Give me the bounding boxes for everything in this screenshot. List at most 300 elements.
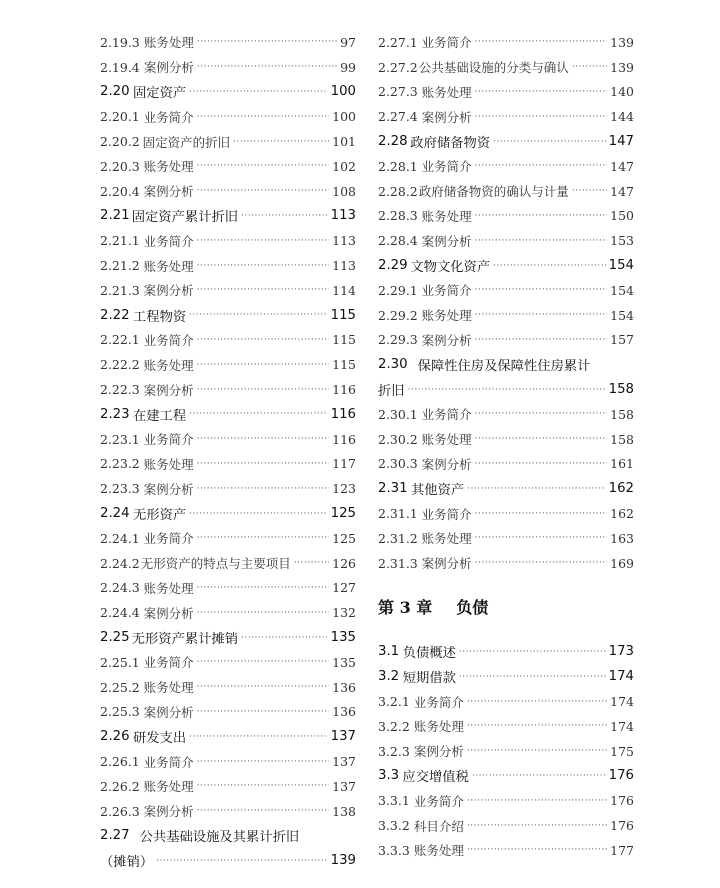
toc-subsection-entry[interactable] (100, 749, 356, 774)
toc-entry-title: 案例分析 (143, 382, 194, 398)
toc-page-number: 175 (610, 743, 634, 759)
toc-dot-leader (467, 484, 605, 494)
toc-dot-leader (467, 845, 607, 855)
toc-entry-title: 业务简介 (421, 159, 472, 175)
toc-section-entry[interactable] (378, 640, 634, 665)
toc-entry-number: 3.3.3 (378, 842, 410, 858)
toc-dot-leader (467, 721, 607, 731)
toc-right-top (378, 30, 634, 576)
toc-dot-leader (197, 707, 329, 717)
toc-dot-leader (493, 261, 605, 271)
toc-dot-leader (233, 137, 329, 147)
toc-entry-title: 账务处理 (143, 258, 194, 274)
toc-subsection-entry[interactable] (378, 30, 634, 55)
toc-subsection-entry[interactable] (100, 154, 356, 179)
toc-entry-title: 公共基础设施的分类与确认 (418, 60, 569, 76)
toc-entry-title: 其他资产 (410, 483, 465, 499)
toc-dot-leader (189, 310, 327, 320)
toc-subsection-entry[interactable] (100, 700, 356, 725)
toc-entry-number: 2.28.2 (378, 183, 418, 199)
toc-page-number: 100 (332, 109, 356, 125)
toc-page-number: 125 (330, 506, 356, 522)
toc-subsection-entry[interactable] (378, 55, 634, 80)
toc-page-number: 137 (332, 778, 356, 794)
toc-entry-title: 业务简介 (143, 233, 194, 249)
chapter-heading (378, 592, 634, 622)
toc-dot-leader (197, 757, 329, 767)
toc-entry-title: 案例分析 (143, 804, 194, 820)
toc-entry-number: 2.25.3 (100, 704, 140, 720)
toc-page-number: 154 (610, 282, 634, 298)
toc-dot-leader (475, 285, 607, 295)
toc-dot-leader (197, 62, 337, 72)
toc-page-number: 137 (332, 754, 356, 769)
toc-dot-leader (197, 261, 329, 271)
toc-entry-title: 账务处理 (421, 208, 472, 224)
toc-dot-leader (197, 434, 329, 444)
toc-entry-number: 2.22.3 (100, 382, 140, 398)
toc-entry-title: 保障性住房及保障性住房累计 (417, 359, 591, 375)
toc-dot-leader (197, 236, 329, 246)
toc-subsection-entry[interactable] (378, 278, 634, 303)
toc-dot-leader (189, 732, 327, 742)
toc-entry-title: 案例分析 (143, 481, 194, 497)
toc-subsection-entry[interactable] (378, 154, 634, 179)
toc-subsection-entry[interactable] (100, 650, 356, 675)
toc-subsection-entry[interactable] (378, 204, 634, 229)
toc-subsection-entry[interactable] (100, 576, 356, 601)
toc-entry-number: 2.23 (100, 406, 130, 422)
toc-dot-leader (197, 335, 329, 345)
toc-subsection-entry[interactable] (378, 551, 634, 576)
toc-page-number: 127 (332, 580, 356, 596)
toc-subsection-entry[interactable] (100, 476, 356, 501)
toc-entry-number: 2.20.1 (100, 109, 140, 125)
toc-dot-leader (475, 161, 607, 171)
toc-entry-title: 账务处理 (143, 680, 194, 696)
toc-section-entry[interactable] (100, 204, 356, 229)
toc-page-number: 113 (330, 208, 356, 224)
toc-page-number: 114 (332, 282, 356, 298)
toc-dot-leader (459, 647, 606, 657)
toc-entry-number: 2.29.1 (378, 282, 418, 298)
toc-page-number: 144 (610, 109, 634, 125)
toc-entry-number: 2.21.1 (100, 233, 140, 249)
toc-page-number: 173 (608, 644, 634, 660)
toc-page-number: 117 (332, 456, 356, 472)
toc-page-number: 153 (610, 233, 634, 249)
toc-subsection-entry[interactable] (378, 714, 634, 739)
toc-entry-number: 2.27.1 (378, 34, 418, 50)
toc-dot-leader (572, 62, 607, 72)
toc-subsection-entry[interactable] (100, 551, 356, 576)
toc-page-number: 113 (332, 258, 356, 274)
toc-dot-leader (475, 434, 607, 444)
toc-dot-leader (459, 672, 606, 682)
toc-dot-leader (189, 409, 327, 419)
toc-page-number: 158 (610, 431, 634, 447)
toc-entry-title: 政府储备物资的确认与计量 (418, 184, 569, 200)
toc-page-number: 123 (332, 481, 356, 497)
toc-section-entry[interactable] (378, 764, 634, 789)
toc-page-number: 139 (610, 59, 634, 75)
toc-subsection-entry[interactable] (100, 328, 356, 353)
toc-right-column (378, 30, 634, 863)
toc-dot-leader (475, 335, 607, 345)
toc-subsection-entry[interactable] (100, 600, 356, 625)
toc-entry-number: 2.28 (378, 134, 408, 150)
toc-entry-title: 固定资产累计折旧 (131, 210, 239, 226)
toc-page-number: 161 (610, 456, 634, 472)
toc-entry-number: 2.21.2 (100, 258, 140, 274)
toc-entry-number: 2.28.4 (378, 233, 418, 249)
toc-subsection-entry[interactable] (100, 55, 356, 80)
toc-page-number: 139 (610, 34, 634, 50)
toc-page-number: 137 (330, 729, 356, 745)
toc-entry-number: 2.29.3 (378, 332, 418, 348)
toc-entry-continuation[interactable] (378, 377, 634, 402)
toc-page-number: 113 (332, 233, 356, 249)
toc-page-number: 158 (610, 406, 634, 422)
toc-subsection-entry[interactable] (100, 129, 356, 154)
toc-dot-leader (475, 211, 607, 221)
toc-entry-title: （摊销） (100, 855, 154, 871)
toc-entry-number: 2.26.2 (100, 778, 140, 794)
toc-page-number: 138 (332, 803, 356, 819)
toc-entry-title: 无形资产 (132, 508, 187, 524)
toc-entry-number: 2.28.1 (378, 158, 418, 174)
toc-entry-number: 2.25.2 (100, 679, 140, 695)
toc-entry-number: 2.30.3 (378, 456, 418, 472)
toc-subsection-entry[interactable] (378, 501, 634, 526)
toc-entry-number: 2.28.3 (378, 208, 418, 224)
toc-section-entry[interactable] (378, 476, 634, 501)
toc-subsection-entry[interactable] (100, 253, 356, 278)
toc-entry-number: 2.25.1 (100, 654, 140, 670)
toc-entry-number: 3.3.1 (378, 793, 410, 809)
toc-subsection-entry[interactable] (100, 104, 356, 129)
toc-entry-number: 2.21 (100, 208, 130, 224)
toc-page-number: 136 (332, 679, 356, 695)
toc-entry-number: 2.19.3 (100, 34, 140, 50)
toc-entry-number: 2.27.4 (378, 109, 418, 125)
toc-page-number: 108 (332, 183, 356, 199)
toc-entry-title: 固定资产 (132, 86, 187, 102)
toc-subsection-entry[interactable] (378, 328, 634, 353)
toc-subsection-entry[interactable] (100, 352, 356, 377)
toc-subsection-entry[interactable] (378, 80, 634, 105)
toc-entry-title: 固定资产的折旧 (142, 134, 231, 150)
toc-entry-title: 账务处理 (143, 35, 194, 51)
toc-dot-leader (241, 633, 328, 643)
toc-entry-title: 案例分析 (421, 233, 472, 249)
toc-entry-title: 折旧 (378, 384, 405, 400)
toc-dot-leader (408, 385, 606, 395)
toc-entry-title: 业务简介 (421, 506, 472, 522)
toc-dot-leader (197, 608, 329, 618)
toc-dot-leader (197, 186, 329, 196)
toc-entry-number: 2.31.2 (378, 530, 418, 546)
toc-entry-title: 业务简介 (413, 694, 464, 710)
toc-section-entry[interactable] (100, 80, 356, 105)
toc-subsection-entry[interactable] (378, 788, 634, 813)
toc-dot-leader (467, 796, 607, 806)
toc-entry-title: 研发支出 (132, 731, 187, 747)
toc-entry-title: 工程物资 (132, 309, 187, 325)
toc-entry-title: 账务处理 (143, 456, 194, 472)
toc-subsection-entry[interactable] (378, 402, 634, 427)
toc-entry-number: 2.30.1 (378, 406, 418, 422)
toc-subsection-entry[interactable] (378, 739, 634, 764)
toc-dot-leader (156, 856, 327, 866)
toc-entry-title: 负债概述 (402, 646, 456, 662)
toc-entry-title: 案例分析 (143, 184, 194, 200)
toc-dot-leader (475, 236, 607, 246)
toc-dot-leader (197, 484, 329, 494)
toc-right-bottom (378, 640, 634, 863)
toc-entry-number: 2.27.3 (378, 84, 418, 100)
toc-section-entry[interactable] (378, 352, 634, 377)
toc-subsection-entry[interactable] (100, 427, 356, 452)
toc-dot-leader (197, 533, 329, 543)
toc-entry-number: 2.26.3 (100, 803, 140, 819)
toc-entry-title: 账务处理 (421, 308, 472, 324)
toc-page-number: 97 (340, 34, 356, 50)
toc-section-entry[interactable] (378, 253, 634, 278)
toc-page-number: 116 (332, 431, 356, 447)
toc-entry-number: 2.23.2 (100, 456, 140, 472)
toc-dot-leader (197, 682, 329, 692)
toc-dot-leader (197, 806, 329, 816)
toc-entry-title: 业务简介 (143, 531, 194, 547)
toc-subsection-entry[interactable] (100, 228, 356, 253)
toc-subsection-entry[interactable] (378, 689, 634, 714)
toc-entry-title: 业务简介 (413, 793, 464, 809)
toc-page-number: 162 (610, 506, 634, 522)
toc-dot-leader (197, 781, 329, 791)
toc-dot-leader (241, 211, 328, 221)
toc-page-number: 126 (332, 555, 356, 571)
toc-entry-number: 2.31.1 (378, 506, 418, 522)
toc-page-number: 100 (330, 84, 356, 100)
toc-entry-title: 案例分析 (143, 605, 194, 621)
toc-subsection-entry[interactable] (378, 838, 634, 863)
toc-entry-continuation[interactable] (100, 848, 356, 873)
toc-page-number: 176 (610, 793, 634, 809)
toc-dot-leader (197, 583, 329, 593)
toc-entry-number: 2.20.3 (100, 158, 140, 174)
toc-entry-title: 账务处理 (143, 357, 194, 373)
toc-section-entry[interactable] (100, 824, 356, 849)
toc-left-column (100, 30, 356, 873)
toc-entry-title: 业务简介 (143, 432, 194, 448)
toc-entry-number: 2.25 (100, 630, 130, 646)
toc-entry-title: 账务处理 (143, 159, 194, 175)
toc-page-number: 157 (610, 332, 634, 348)
toc-entry-title: 业务简介 (421, 35, 472, 51)
toc-page-number: 147 (608, 134, 634, 150)
toc-entry-title: 案例分析 (421, 556, 472, 572)
toc-page-number: 115 (332, 357, 356, 373)
toc-entry-title: 账务处理 (421, 432, 472, 448)
toc-section-entry[interactable] (100, 501, 356, 526)
toc-page-number: 174 (608, 669, 634, 685)
toc-section-entry[interactable] (100, 625, 356, 650)
toc-entry-number: 2.27.2 (378, 59, 418, 75)
toc-dot-leader (475, 112, 607, 122)
toc-entry-title: 账务处理 (143, 779, 194, 795)
toc-subsection-entry[interactable] (100, 30, 356, 55)
toc-page-number: 154 (608, 258, 634, 274)
toc-section-entry[interactable] (378, 129, 634, 154)
toc-entry-title: 案例分析 (143, 704, 194, 720)
toc-entry-number: 2.24.3 (100, 580, 140, 596)
toc-entry-title: 案例分析 (421, 332, 472, 348)
toc-entry-number: 2.24.1 (100, 530, 140, 546)
toc-entry-title: 账务处理 (143, 580, 194, 596)
toc-dot-leader (197, 112, 329, 122)
toc-dot-leader (189, 87, 327, 97)
toc-dot-leader (189, 509, 327, 519)
toc-entry-number: 3.2.1 (378, 694, 410, 710)
toc-entry-number: 2.20.4 (100, 183, 140, 199)
toc-dot-leader (475, 533, 607, 543)
toc-subsection-entry[interactable] (100, 179, 356, 204)
toc-section-entry[interactable] (100, 303, 356, 328)
toc-entry-title: 在建工程 (132, 408, 187, 424)
toc-dot-leader (197, 385, 329, 395)
toc-section-entry[interactable] (378, 664, 634, 689)
toc-entry-title: 业务简介 (143, 109, 194, 125)
toc-dot-leader (197, 37, 337, 47)
toc-page-number: 177 (610, 842, 634, 858)
toc-page-number: 147 (610, 158, 634, 174)
toc-page-number: 147 (610, 183, 634, 199)
toc-page-number: 115 (332, 332, 356, 348)
toc-entry-title: 政府储备物资 (410, 136, 491, 152)
toc-subsection-entry[interactable] (378, 526, 634, 551)
chapter-title: 负债 (456, 598, 489, 618)
toc-entry-title: 无形资产累计摊销 (131, 632, 239, 648)
toc-subsection-entry[interactable] (378, 813, 634, 838)
toc-dot-leader (467, 697, 607, 707)
toc-subsection-entry[interactable] (378, 303, 634, 328)
toc-page-number: 99 (340, 59, 356, 75)
toc-section-entry[interactable] (100, 724, 356, 749)
toc-page-number: 135 (332, 654, 356, 670)
toc-dot-leader (493, 137, 605, 147)
toc-entry-title: 账务处理 (421, 531, 472, 547)
toc-page-number: 139 (330, 853, 356, 869)
toc-section-entry[interactable] (100, 402, 356, 427)
toc-dot-leader (197, 459, 329, 469)
toc-dot-leader (197, 285, 329, 295)
toc-subsection-entry[interactable] (100, 799, 356, 824)
toc-dot-leader (472, 771, 606, 781)
toc-dot-leader (475, 459, 607, 469)
toc-entry-title: 业务简介 (143, 332, 194, 348)
toc-subsection-entry[interactable] (100, 774, 356, 799)
toc-page-number: 132 (332, 605, 356, 621)
toc-dot-leader (467, 821, 607, 831)
toc-entry-number: 2.24 (100, 506, 130, 522)
toc-subsection-entry[interactable] (100, 452, 356, 477)
toc-page-number: 101 (332, 134, 356, 150)
toc-page-number: 115 (330, 307, 356, 323)
toc-entry-title: 案例分析 (413, 744, 464, 760)
toc-dot-leader (572, 186, 607, 196)
toc-entry-number: 2.22.1 (100, 332, 140, 348)
toc-subsection-entry[interactable] (378, 228, 634, 253)
toc-entry-title: 案例分析 (421, 456, 472, 472)
toc-entry-title: 业务简介 (143, 655, 194, 671)
toc-subsection-entry[interactable] (378, 179, 634, 204)
toc-entry-number: 2.23.1 (100, 431, 140, 447)
chapter-number: 第 3 章 (378, 598, 433, 618)
toc-dot-leader (467, 746, 607, 756)
toc-page-number: 163 (610, 530, 634, 546)
toc-entry-number: 2.21.3 (100, 282, 140, 298)
toc-entry-number: 2.26 (100, 729, 130, 745)
toc-entry-number: 2.30.2 (378, 431, 418, 447)
toc-dot-leader (294, 558, 329, 568)
toc-subsection-entry[interactable] (378, 104, 634, 129)
toc-entry-number: 3.2.3 (378, 743, 410, 759)
toc-dot-leader (475, 37, 607, 47)
toc-entry-title: 账务处理 (413, 843, 464, 859)
toc-page-number: 176 (610, 818, 634, 833)
toc-dot-leader (197, 360, 329, 370)
toc-dot-leader (475, 509, 607, 519)
toc-entry-title: 账务处理 (421, 84, 472, 100)
toc-page-number: 176 (608, 768, 634, 784)
toc-subsection-entry[interactable] (378, 427, 634, 452)
toc-entry-number: 3.3 (378, 768, 400, 784)
toc-page-number: 116 (332, 382, 356, 398)
toc-entry-number: 2.19.4 (100, 59, 140, 75)
toc-entry-number: 2.27 (100, 828, 130, 844)
toc-subsection-entry[interactable] (100, 675, 356, 700)
toc-entry-title: 短期借款 (402, 671, 456, 687)
toc-page-number: 102 (332, 158, 356, 174)
toc-entry-title: 案例分析 (143, 283, 194, 299)
toc-entry-title: 账务处理 (413, 719, 464, 735)
toc-entry-number: 2.24.4 (100, 605, 140, 621)
toc-dot-leader (475, 310, 607, 320)
toc-subsection-entry[interactable] (100, 526, 356, 551)
toc-entry-title: 无形资产的特点与主要项目 (140, 556, 291, 572)
toc-entry-title: 案例分析 (143, 60, 194, 76)
toc-page-number: 174 (610, 718, 634, 734)
toc-page-number: 136 (332, 704, 356, 720)
toc-dot-leader (475, 558, 607, 568)
toc-entry-title: 案例分析 (421, 109, 472, 125)
toc-subsection-entry[interactable] (100, 377, 356, 402)
toc-subsection-entry[interactable] (378, 452, 634, 477)
toc-entry-title: 科目介绍 (413, 818, 464, 834)
toc-entry-title: 业务简介 (421, 407, 472, 423)
toc-page-number: 116 (330, 406, 356, 422)
toc-dot-leader (475, 409, 607, 419)
toc-entry-number: 3.2.2 (378, 718, 410, 734)
toc-entry-title: 业务简介 (421, 283, 472, 299)
toc-dot-leader (475, 87, 607, 97)
toc-page-number: 174 (610, 694, 634, 710)
toc-page-number: 158 (608, 382, 634, 398)
toc-entry-number: 2.26.1 (100, 754, 140, 769)
toc-subsection-entry[interactable] (100, 278, 356, 303)
toc-entry-number: 2.22 (100, 307, 130, 323)
